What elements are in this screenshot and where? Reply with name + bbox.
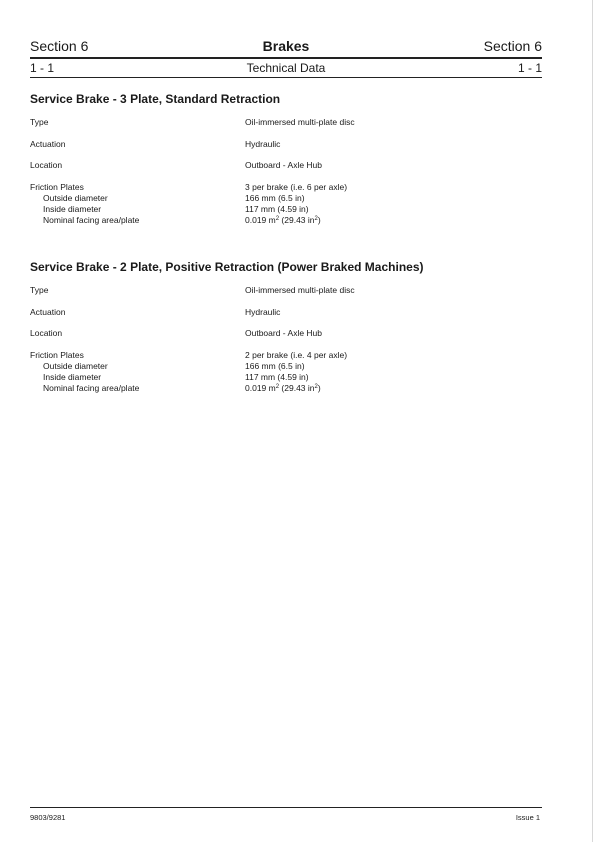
spec-label: Actuation: [30, 307, 66, 317]
page-edge-line: [592, 0, 593, 842]
area-value-imperial: (29.43 in: [279, 215, 315, 225]
spec-row-type: [30, 285, 542, 296]
spec-value: Oil-immersed multi-plate disc: [245, 285, 355, 295]
superscript: 2: [314, 384, 318, 390]
superscript: 2: [275, 216, 280, 222]
spec-label: Inside diameter: [43, 204, 102, 214]
spec-row-type: [30, 117, 542, 128]
spec-label: Type: [30, 117, 49, 127]
page-subtitle: Technical Data: [246, 61, 326, 75]
spec-value: Oil-immersed multi-plate disc: [245, 117, 355, 127]
spec-label: Inside diameter: [43, 372, 102, 382]
spec-label: Location: [30, 160, 63, 170]
section-heading: Service Brake - 3 Plate, Standard Retraction: [30, 92, 281, 106]
header-rule: [30, 57, 542, 59]
spec-label: Location: [30, 328, 63, 338]
spec-row-inside-diameter: [30, 204, 542, 215]
section-heading: Service Brake - 2 Plate, Positive Retraction (Power Braked Machines): [30, 260, 424, 274]
spec-label: Nominal facing area/plate: [43, 383, 140, 393]
area-value-close: ): [317, 215, 321, 225]
spec-label: Friction Plates: [30, 350, 84, 360]
spec-value: Outboard - Axle Hub: [245, 160, 323, 170]
spec-value: 166 mm (6.5 in): [245, 361, 305, 371]
issue-label: Issue 1: [515, 813, 540, 822]
spec-row-inside-diameter: [30, 372, 542, 383]
page-footer: [30, 812, 542, 823]
spec-label: Outside diameter: [43, 193, 108, 203]
spec-row-location: [30, 328, 542, 339]
spec-value: Outboard - Axle Hub: [245, 328, 323, 338]
spec-row-friction-plates: [30, 182, 542, 193]
page-title: Brakes: [262, 38, 310, 54]
spec-row-friction-plates: [30, 350, 542, 361]
spec-row-facing-area: [30, 215, 542, 226]
section-label-left: Section 6: [30, 38, 89, 54]
spec-row-actuation: [30, 307, 542, 318]
area-value-imperial: (29.43 in: [279, 383, 315, 393]
spec-value: [245, 383, 321, 394]
spec-value: 117 mm (4.59 in): [245, 204, 309, 214]
spec-row-outside-diameter: [30, 361, 542, 372]
spec-label: Outside diameter: [43, 361, 108, 371]
spec-row-location: [30, 160, 542, 171]
spec-label: Friction Plates: [30, 182, 84, 192]
spec-value: 117 mm (4.59 in): [245, 372, 309, 382]
spec-row-actuation: [30, 139, 542, 150]
superscript: 2: [314, 216, 318, 222]
spec-value: 3 per brake (i.e. 6 per axle): [245, 182, 348, 192]
section-label-right: Section 6: [483, 38, 542, 54]
spec-label: Actuation: [30, 139, 66, 149]
page-number-right: 1 - 1: [517, 61, 542, 75]
spec-value: [245, 215, 321, 226]
spec-row-facing-area: [30, 383, 542, 394]
page-number-left: 1 - 1: [30, 61, 55, 75]
superscript: 2: [275, 384, 280, 390]
area-value-close: ): [317, 383, 321, 393]
spec-value: 2 per brake (i.e. 4 per axle): [245, 350, 348, 360]
spec-value: Hydraulic: [245, 307, 281, 317]
spec-label: Type: [30, 285, 49, 295]
spec-row-outside-diameter: [30, 193, 542, 204]
page-header: [30, 37, 542, 55]
area-value-metric: 0.019 m: [245, 215, 276, 225]
spec-value: Hydraulic: [245, 139, 281, 149]
doc-number: 9803/9281: [30, 813, 66, 822]
spec-value: 166 mm (6.5 in): [245, 193, 305, 203]
area-value-metric: 0.019 m: [245, 383, 276, 393]
subheader-rule: [30, 77, 542, 78]
spec-label: Nominal facing area/plate: [43, 215, 140, 225]
footer-rule: [30, 807, 542, 808]
page-subheader: [30, 61, 542, 75]
